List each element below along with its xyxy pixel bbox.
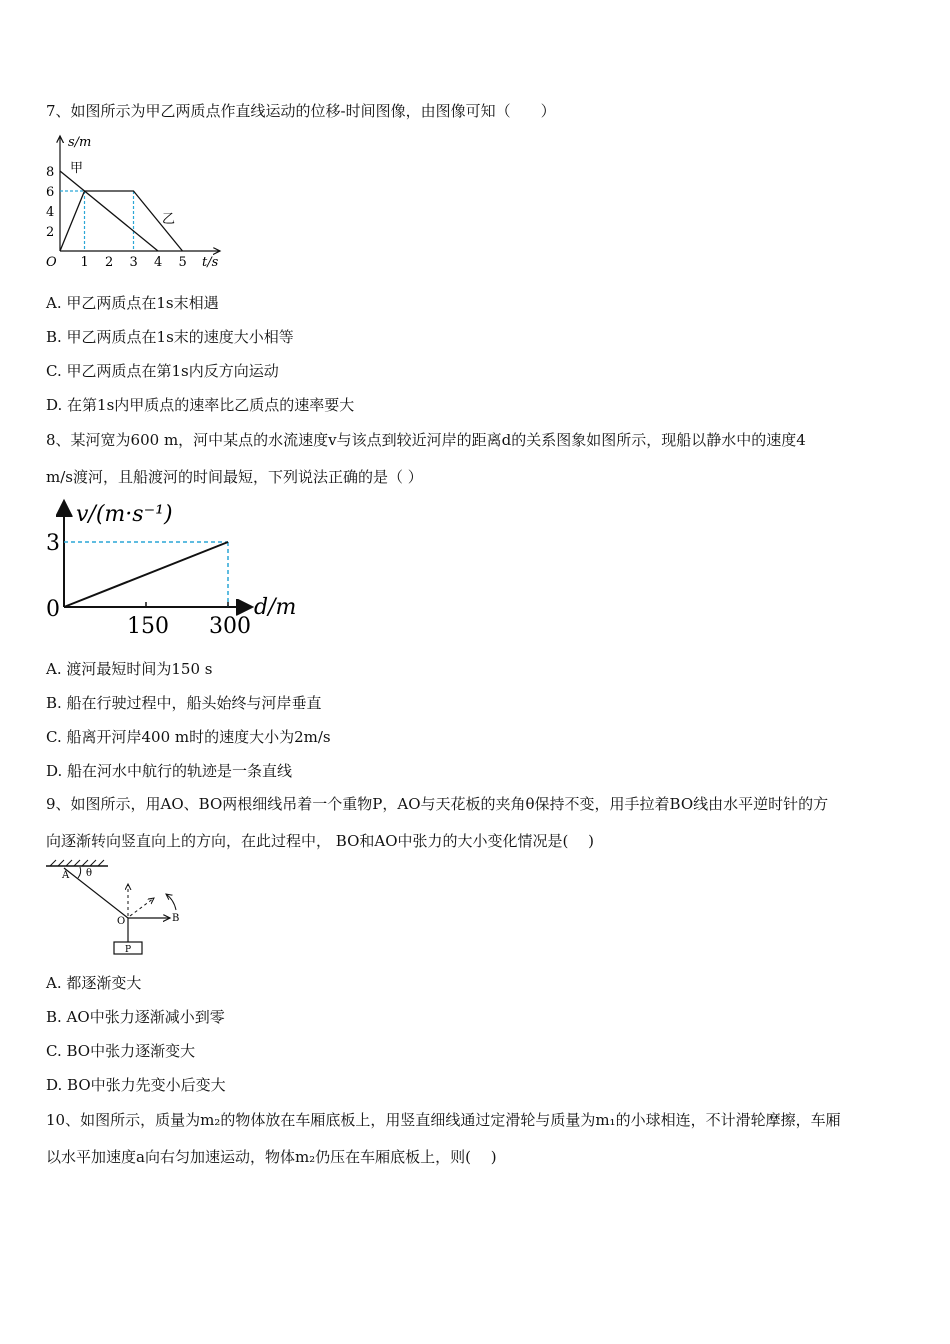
q9-stem-line1: 9、如图所示，用AO、BO两根细线吊着一个重物P，AO与天花板的夹角θ保持不变，用手拉着BO线由水平逆时针的方 (46, 795, 829, 813)
q7-ylabel: s/m (68, 135, 92, 150)
q7-x-tick-label: 3 (129, 255, 138, 270)
q7-x-tick-label: 5 (178, 255, 187, 270)
q7-st-graph (38, 128, 228, 273)
q7-y-tick-label: 4 (46, 205, 55, 220)
q8-ylabel: v/(m·s⁻¹) (76, 502, 173, 527)
q8-y-tick-label: 3 (46, 531, 60, 556)
q9-option-d: D. BO中张力先变小后变大 (46, 1076, 226, 1094)
q9-dashed-diagonal (130, 898, 154, 916)
q9-label-a: A (62, 870, 70, 881)
q9-ceiling-hatch (50, 860, 104, 866)
q7-option-d: D. 在第1s内甲质点的速率比乙质点的速率要大 (46, 396, 355, 414)
q7-series-label-yi: 乙 (162, 212, 176, 227)
q7-y-tick-label: 8 (46, 165, 55, 180)
q7-x-tick-label: 4 (154, 255, 163, 270)
q9-label-o: O (117, 916, 126, 927)
q9-option-b: B. AO中张力逐渐减小到零 (46, 1008, 225, 1026)
q7-origin-label: O (46, 255, 57, 270)
q8-series-line-0 (64, 542, 228, 607)
q8-stem-line1: 8、某河宽为600 m，河中某点的水流速度v与该点到较近河岸的距离d的关系图象如图所示，现船以静水中的速度4 (46, 431, 806, 449)
q8-x-tick-label: 150 (127, 614, 169, 639)
q9-stem-line2: 向逐渐转向竖直向上的方向，在此过程中， BO和AO中张力的大小变化情况是( ) (46, 832, 594, 850)
q8-option-a: A. 渡河最短时间为150 s (46, 660, 213, 678)
q7-y-tick-label: 6 (46, 185, 55, 200)
q9-option-a: A. 都逐渐变大 (46, 974, 142, 992)
q10-stem-line2: 以水平加速度a向右匀加速运动，物体m₂仍压在车厢底板上，则( ) (46, 1148, 497, 1166)
q8-vd-graph (40, 495, 310, 645)
q8-stem-line2: m/s渡河，且船渡河的时间最短，下列说法正确的是（ ） (46, 468, 423, 486)
q8-option-c: C. 船离开河岸400 m时的速度大小为2m/s (46, 728, 331, 746)
q7-option-c: C. 甲乙两质点在第1s内反方向运动 (46, 362, 279, 380)
q9-label-p: P (125, 945, 132, 955)
q8-option-b: B. 船在行驶过程中，船头始终与河岸垂直 (46, 694, 322, 712)
q8-origin-label: 0 (46, 597, 60, 622)
q9-string-ao (64, 868, 128, 918)
q7-series-line-0 (60, 171, 158, 251)
q7-stem: 7、如图所示为甲乙两质点作直线运动的位移-时间图像，由图像可知（ ） (46, 102, 556, 120)
q8-xlabel: d/m (254, 595, 297, 620)
q7-y-tick-label: 2 (46, 225, 55, 240)
q8-option-d: D. 船在河水中航行的轨迹是一条直线 (46, 762, 293, 780)
q9-rotation-arrow (166, 894, 176, 910)
q7-xlabel: t/s (202, 255, 219, 270)
q10-stem-line1: 10、如图所示，质量为m₂的物体放在车厢底板上，用竖直细线通过定滑轮与质量为m₁的小球相连，不计滑轮摩擦，车厢 (46, 1111, 841, 1129)
q9-force-diagram (42, 858, 192, 960)
q9-label-theta: θ (86, 868, 93, 879)
q7-x-tick-label: 2 (105, 255, 114, 270)
q7-option-b: B. 甲乙两质点在1s末的速度大小相等 (46, 328, 294, 346)
q9-theta-arc (78, 867, 81, 878)
q7-x-tick-label: 1 (80, 255, 89, 270)
q9-option-c: C. BO中张力逐渐变大 (46, 1042, 196, 1060)
q7-series-label-jia: 甲 (70, 161, 84, 176)
q8-x-tick-label: 300 (209, 614, 251, 639)
q7-option-a: A. 甲乙两质点在1s末相遇 (46, 294, 219, 312)
q9-label-b: B (172, 913, 180, 924)
